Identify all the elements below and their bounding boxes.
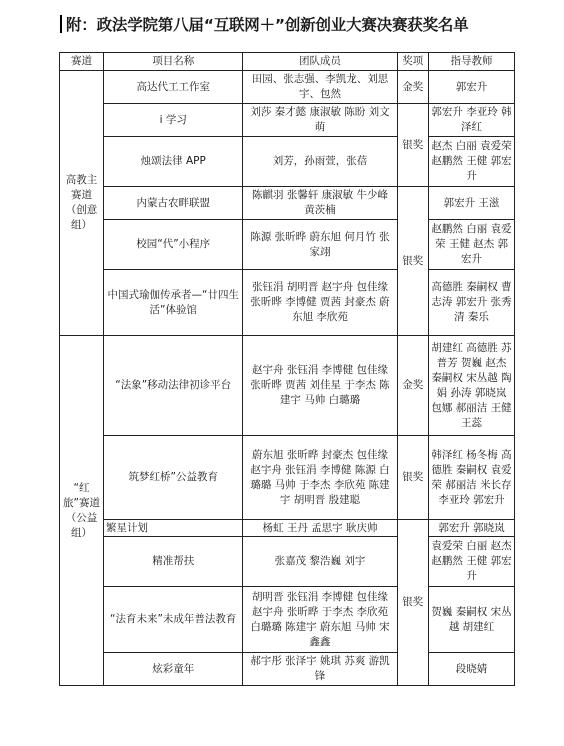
table-row xyxy=(60,187,515,220)
table-row xyxy=(60,336,515,436)
table-row xyxy=(60,137,515,187)
project-cell: 炫彩童年 xyxy=(104,653,243,686)
header-members: 团队成员 xyxy=(243,53,397,71)
project-cell: 内蒙古农畔联盟 xyxy=(104,187,243,220)
track-cell: 高教主赛道（创意组） xyxy=(60,71,104,336)
award-cell: 银奖 xyxy=(397,436,428,520)
award-cell: 金奖 xyxy=(397,71,428,104)
teachers-cell: 韩泽红 杨冬梅 高德胜 秦嗣权 袁爱荣 郝丽洁 米长存 李亚玲 郭宏升 xyxy=(429,436,515,520)
table-row xyxy=(60,653,515,686)
teachers-cell: 贺巍 秦嗣权 宋丛越 胡建红 xyxy=(429,587,515,653)
teachers-cell: 高德胜 秦嗣权 曹志涛 郭宏升 张秀清 秦乐 xyxy=(429,270,515,336)
members-cell: 陈源 张昕晔 蔚东旭 何月竹 张家翊 xyxy=(243,220,397,270)
track-cell: “红旅”赛道（公益组） xyxy=(60,336,104,686)
award-cell: 银奖 xyxy=(397,520,428,686)
members-cell: 刘芳，孙雨萱，张蓓 xyxy=(243,137,397,187)
table-row xyxy=(60,587,515,653)
members-cell: 刘莎 秦才懿 康淑敏 陈盼 刘文萌 xyxy=(243,104,397,137)
project-cell: 烛颂法律 APP xyxy=(104,137,243,187)
teachers-cell: 赵杰 白丽 袁爱荣 赵鹏然 王健 郭宏升 xyxy=(429,137,515,187)
members-cell: 赵宇舟 张钰涓 李博健 包佳缘 张昕晔 贾茜 刘佳星 于李杰 陈建宇 马帅 白璐璐 xyxy=(243,336,397,436)
table-row xyxy=(60,220,515,270)
document-title xyxy=(60,10,530,40)
header-project: 项目名称 xyxy=(104,53,243,71)
teachers-cell: 段晓婧 xyxy=(429,653,515,686)
award-cell: 金奖 xyxy=(397,336,428,436)
table-row xyxy=(60,71,515,104)
members-cell: 田园、张志强、李凯龙、刘思宇、包然 xyxy=(243,71,397,104)
teachers-cell: 郭宏升 王滋 xyxy=(429,187,515,220)
members-cell: 陈麒羽 张馨轩 康淑敏 牛少峰 黄茨楠 xyxy=(243,187,397,220)
members-cell: 杨虹 王丹 孟思宇 耿庆帅 xyxy=(243,520,397,537)
project-cell: “法象”移动法律初诊平台 xyxy=(104,336,243,436)
title-marker xyxy=(60,15,62,33)
header-award: 奖项 xyxy=(397,53,428,71)
project-cell: 精准帮扶 xyxy=(104,537,243,587)
table-row xyxy=(60,270,515,336)
members-cell: 蔚东旭 张昕晔 封豪杰 包佳缘 赵宇舟 张钰涓 李博健 陈源 白璐璐 马帅 于李杰 李欣苑 陈建宇 胡明晋 殷建聪 xyxy=(243,436,397,520)
award-cell: 银奖 xyxy=(397,104,428,187)
project-cell: 筑梦红桥”公益教育 xyxy=(104,436,243,520)
members-cell: 胡明晋 张钰涓 李博健 包佳缘 赵宇舟 张昕晔 于李杰 李欣苑 白璐璐 陈建宇 蔚东旭 马帅 宋鑫鑫 xyxy=(243,587,397,653)
project-cell: 繁星计划 xyxy=(104,520,243,537)
teachers-cell: 胡建红 高德胜 苏普芳 贺巍 赵杰 秦嗣权 宋丛越 陶娟 孙涛 郭晓岚 包娜 郝丽洁 王健 王蕊 xyxy=(429,336,515,436)
table-row xyxy=(60,520,515,537)
header-teachers: 指导教师 xyxy=(429,53,515,71)
award-table xyxy=(59,52,515,686)
teachers-cell: 赵鹏然 白丽 袁爱荣 王健 赵杰 郭宏升 xyxy=(429,220,515,270)
members-cell: 郝宇彤 张泽宇 姚琪 苏爽 游凯锋 xyxy=(243,653,397,686)
members-cell: 张钰涓 胡明晋 赵宇舟 包佳缘 张昕晔 李博健 贾茜 封豪杰 蔚东旭 李欣苑 xyxy=(243,270,397,336)
document-title-text: 附：政法学院第八届“互联网＋”创新创业大赛决赛获奖名单 xyxy=(66,16,469,34)
project-cell: 中国式瑜伽传承者—“廿四生活”体验馆 xyxy=(104,270,243,336)
members-cell: 张嘉茂 黎浩巍 刘宇 xyxy=(243,537,397,587)
header-track: 赛道 xyxy=(60,53,104,71)
teachers-cell: 郭宏升 李亚玲 韩泽红 xyxy=(429,104,515,137)
project-cell: “法育未来”未成年普法教育 xyxy=(104,587,243,653)
teachers-cell: 郭宏升 xyxy=(429,71,515,104)
project-cell: i 学习 xyxy=(104,104,243,137)
project-cell: 校园“代”小程序 xyxy=(104,220,243,270)
header-row xyxy=(60,53,515,71)
table-row xyxy=(60,104,515,137)
table-row xyxy=(60,436,515,520)
award-cell: 银奖 xyxy=(397,187,428,336)
teachers-cell: 袁爱荣 白丽 赵杰 赵鹏然 王健 郭宏升 xyxy=(429,537,515,587)
table-row xyxy=(60,537,515,587)
project-cell: 高达代工工作室 xyxy=(104,71,243,104)
teachers-cell: 郭宏升 郭晓岚 xyxy=(429,520,515,537)
